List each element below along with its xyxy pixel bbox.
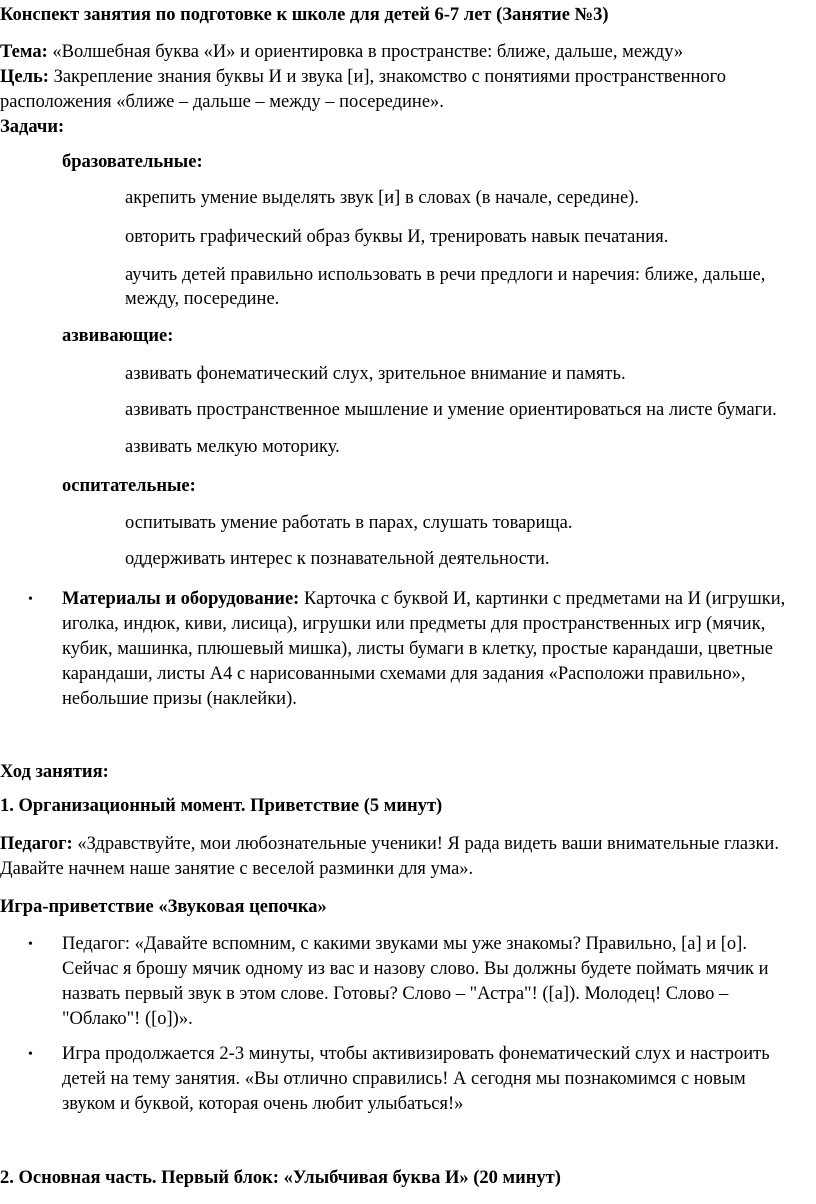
theme-line	[0, 40, 816, 65]
goal-line	[0, 65, 816, 90]
materials-text	[62, 587, 816, 712]
game-bullet-2-line1: Игра продолжается 2-3 минуты, чтобы активизировать фонематический слух и настроить	[62, 1044, 770, 1064]
educational-item-3-line2: между, посередине.	[125, 289, 280, 309]
game-bullet-1-line2: Сейчас я брошу мячик одному из вас и назову слово. Вы должны будете поймать мячик и	[62, 959, 769, 979]
materials-line1-text: Карточка с буквой И, картинки с предметами на И (игрушки,	[303, 589, 786, 609]
upbringing-heading: оспитательные:	[62, 476, 196, 496]
teacher-label: Педагог:	[0, 834, 73, 854]
materials-line3: кубик, машинка, плюшевый мишка), листы бумаги в клетку, простые карандаши, цветные	[62, 639, 774, 659]
game-bullet-1-text	[62, 932, 816, 1032]
game-heading: Игра-приветствие «Звуковая цепочка»	[0, 897, 327, 917]
developing-heading: азвивающие:	[62, 326, 174, 346]
materials-bullet-item	[0, 587, 816, 712]
game-bullet-2-text	[62, 1042, 816, 1117]
materials-line1	[62, 587, 816, 612]
materials-line2: иголка, индюк, киви, лисица), игрушки или предметы для пространственных игр (мячик,	[62, 614, 766, 634]
developing-item-2: азвивать пространственное мышление и умение ориентироваться на листе бумаги.	[125, 400, 777, 420]
upbringing-item-1: оспитывать умение работать в парах, слушать товарища.	[125, 513, 573, 533]
goal-label: Цель:	[0, 67, 49, 87]
game-bullet-item-1	[0, 932, 816, 1032]
educational-item-3-line1: аучить детей правильно использовать в речи предлоги и наречия: ближе, дальше,	[125, 265, 766, 285]
educational-item-1: акрепить умение выделять звук [и] в словах (в начале, середине).	[125, 188, 639, 208]
materials-line5: небольшие призы (наклейки).	[62, 689, 297, 709]
developing-item-3: азвивать мелкую моторику.	[125, 437, 340, 457]
upbringing-item-2: оддерживать интерес к познавательной деятельности.	[125, 549, 550, 569]
game-bullet-1-line4: "Облако"! ([о])».	[62, 1009, 193, 1029]
game-bullet-2-line3: звуком и буквой, которая очень любит улыбаться!»	[62, 1094, 464, 1114]
game-bullet-item-2	[0, 1042, 816, 1117]
bullet-marker: •	[28, 592, 33, 607]
section1-heading: 1. Организационный момент. Приветствие (5 минут)	[0, 796, 443, 816]
game-bullet-1-line1: Педагог: «Давайте вспомним, с какими звуками мы уже знакомы? Правильно, [а] и [о].	[62, 934, 747, 954]
goal-text-line1: Закрепление знания буквы И и звука [и], знакомство с понятиями пространственного	[53, 67, 727, 87]
teacher-text-line2: Давайте начнем наше занятие с веселой разминки для ума».	[0, 859, 474, 879]
tasks-label: Задачи:	[0, 117, 65, 137]
bullet-marker: •	[28, 937, 33, 952]
bullet-marker: •	[28, 1047, 33, 1062]
theme-text: «Волшебная буква «И» и ориентировка в пространстве: ближе, дальше, между»	[52, 42, 684, 62]
course-heading: Ход занятия:	[0, 762, 109, 782]
materials-label: Материалы и оборудование:	[62, 589, 300, 609]
game-bullet-1-line3: назвать первый звук в этом слове. Готовы? Слово – "Астра"! ([а]). Молодец! Слово –	[62, 984, 729, 1004]
teacher-text-line1: «Здравствуйте, мои любознательные ученики! Я рада видеть ваши внимательные глазки.	[77, 834, 779, 854]
goal-text-line2: расположения «ближе – дальше – между – посередине».	[0, 92, 444, 112]
educational-heading: бразовательные:	[62, 152, 203, 172]
theme-label: Тема:	[0, 42, 48, 62]
teacher-line1	[0, 832, 816, 857]
materials-line4: карандаши, листы А4 с нарисованными схемами для задания «Расположи правильно»,	[62, 664, 746, 684]
page-title: Конспект занятия по подготовке к школе для детей 6-7 лет (Занятие №3)	[0, 5, 609, 25]
section2-heading: 2. Основная часть. Первый блок: «Улыбчивая буква И» (20 минут)	[0, 1168, 561, 1188]
developing-item-1: азвивать фонематический слух, зрительное внимание и память.	[125, 364, 626, 384]
educational-item-2: овторить графический образ буквы И, тренировать навык печатания.	[125, 227, 669, 247]
game-bullet-2-line2: детей на тему занятия. «Вы отлично справились! А сегодня мы познакомимся с новым	[62, 1069, 746, 1089]
